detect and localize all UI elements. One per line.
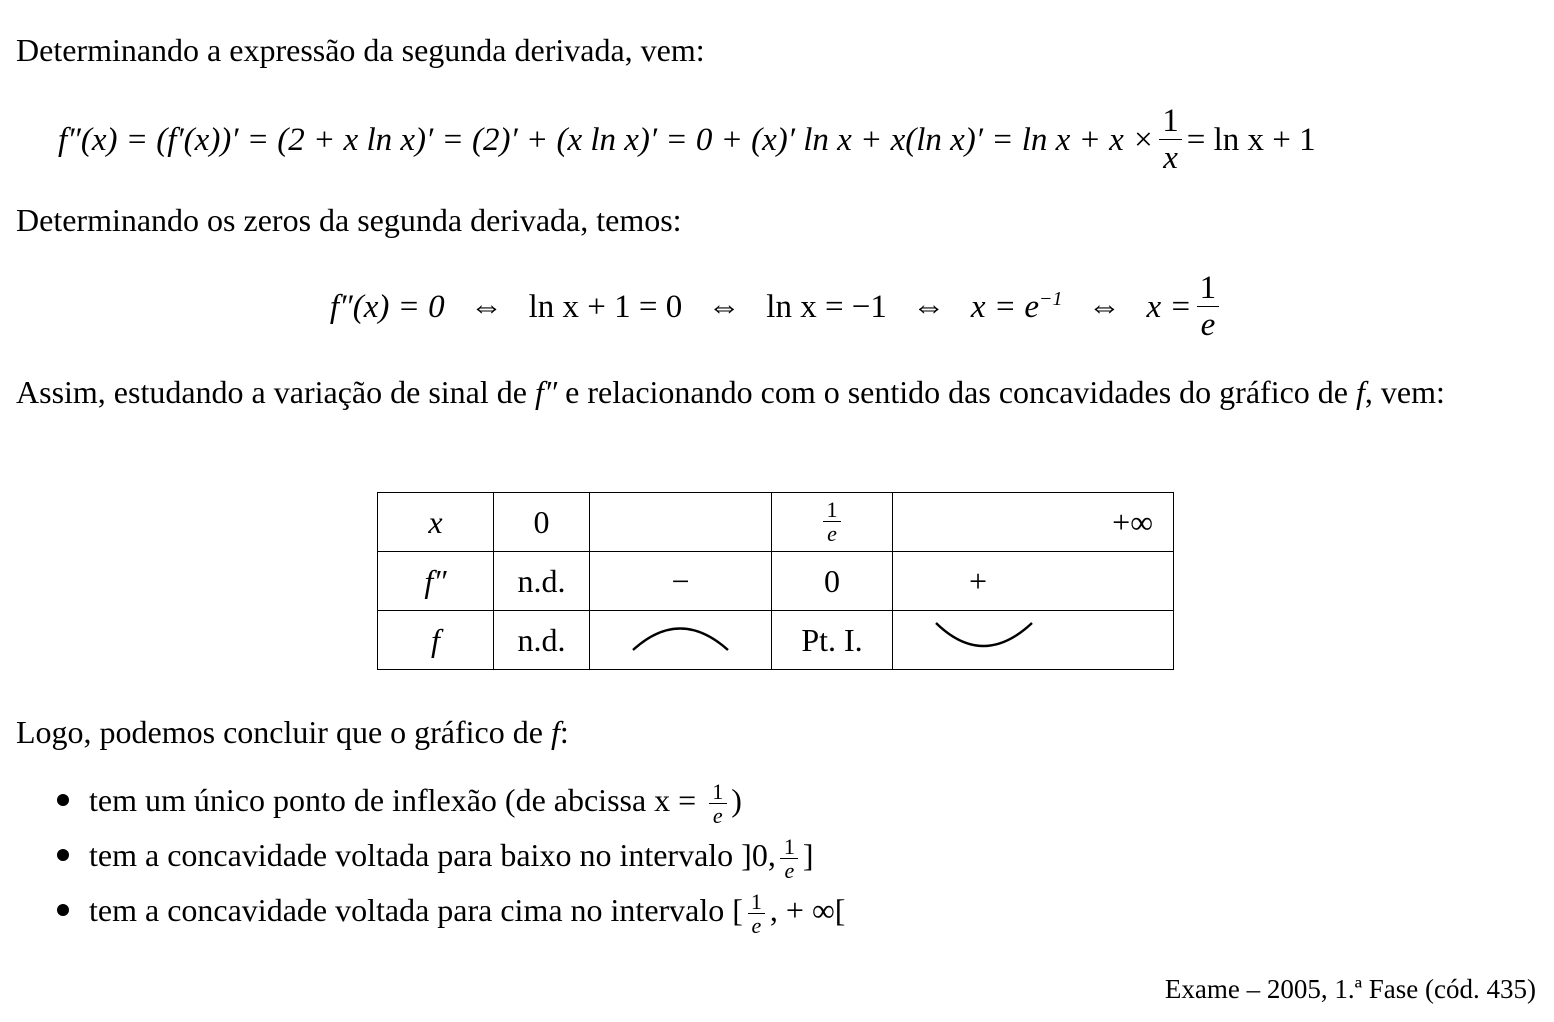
paragraph-zeros	[16, 200, 1538, 240]
iff-symbol: ⇔	[470, 288, 504, 325]
paragraph-text: Determinando os zeros da segunda derivada, temos:	[16, 202, 682, 238]
list-item-text: tem um único ponto de inflexão (de abcissa x =	[89, 782, 697, 818]
table-row-f	[378, 611, 1174, 670]
equation-lhs: f″(x) = (f′(x))′ = (2 + x ln x)′ = (2)′ + (x ln x)′ = 0 + (x)′ ln x + x(ln x)′ = ln x + x ×	[58, 121, 1155, 158]
list-item-text: tem a concavidade voltada para cima no intervalo	[89, 892, 725, 928]
table-cell: n.d.	[494, 611, 590, 670]
fraction-numerator: 1	[1199, 270, 1217, 307]
fraction-numerator: 1	[783, 833, 795, 859]
fraction-denominator: e	[748, 913, 766, 938]
concave-up-arc-icon	[893, 611, 1173, 661]
fraction-one-over-e	[780, 835, 799, 883]
paragraph-text-b: e relacionando com o sentido das concavidades do gráfico de	[565, 374, 1348, 410]
fraction-one-over-e	[747, 890, 766, 938]
table-header-x: x	[378, 493, 494, 552]
equation-step-5: x =	[1146, 288, 1192, 325]
fraction-numerator: 1	[1162, 103, 1179, 140]
table-cell-infinity: +∞	[893, 493, 1174, 552]
table-cell-sign-negative: −	[590, 552, 772, 611]
fraction-one-over-e	[708, 780, 727, 828]
fraction-denominator: e	[780, 858, 798, 883]
paragraph-text: Logo, podemos concluir que o gráfico de	[16, 714, 543, 750]
equation-step-1: f″(x) = 0	[329, 288, 445, 325]
iff-symbol: ⇔	[912, 288, 946, 325]
paragraph-text-a: Assim, estudando a variação de sinal de	[16, 374, 527, 410]
list-item	[55, 831, 845, 886]
fraction-denominator: x	[1159, 139, 1182, 176]
symbol-f-second: f″	[534, 374, 558, 410]
table-cell-concave-down	[590, 611, 772, 670]
table-row-x	[378, 493, 1174, 552]
list-item-text: tem a concavidade voltada para baixo no intervalo	[89, 837, 734, 873]
fraction-denominator: e	[823, 521, 841, 546]
iff-symbol: ⇔	[1087, 288, 1121, 325]
equation-zeros	[0, 262, 1554, 352]
fraction-numerator: 1	[750, 888, 762, 914]
iff-symbol: ⇔	[707, 288, 741, 325]
bullet-icon	[57, 904, 69, 916]
table-row-f-second	[378, 552, 1174, 611]
symbol-f: f	[1355, 374, 1365, 410]
fraction-numerator: 1	[712, 778, 724, 804]
fraction-one-over-e	[1196, 271, 1221, 343]
equation-second-derivative	[0, 95, 1554, 185]
equation-step-2: ln x + 1 = 0	[528, 288, 683, 325]
equation-rhs: = ln x + 1	[1186, 121, 1316, 158]
fraction-numerator: 1	[826, 496, 838, 522]
table-header-f: f	[378, 611, 494, 670]
sign-variation-table	[377, 492, 1174, 670]
bullet-icon	[57, 794, 69, 806]
equation-step-4-exponent: −1	[1038, 288, 1063, 310]
table-cell-inflection: Pt. I.	[772, 611, 893, 670]
table-cell: 0	[772, 552, 893, 611]
fraction-one-over-e	[823, 498, 842, 546]
fraction-one-over-x	[1158, 104, 1183, 176]
paragraph-text: Determinando a expressão da segunda derivada, vem:	[16, 32, 705, 68]
interval-open: ]0,	[741, 837, 776, 873]
paragraph-sign-study	[16, 372, 1538, 412]
equation-step-3: ln x = −1	[766, 288, 887, 325]
interval-open: [	[732, 892, 743, 928]
paragraph-text-c: , vem:	[1364, 374, 1445, 410]
table-cell: 0	[494, 493, 590, 552]
bullet-icon	[57, 849, 69, 861]
fraction-denominator: e	[1197, 306, 1220, 343]
paragraph-conclusion-intro	[16, 712, 1538, 752]
table-cell-concave-up	[893, 611, 1174, 670]
exam-source-reference: Exame – 2005, 1.ª Fase (cód. 435)	[1164, 974, 1536, 1004]
symbol-f: f	[550, 714, 560, 750]
table-header-f-second: f″	[378, 552, 494, 611]
table-cell: n.d.	[494, 552, 590, 611]
list-item-tail: )	[731, 782, 742, 818]
conclusion-list	[55, 776, 845, 941]
fraction-denominator: e	[709, 803, 727, 828]
interval-close: , + ∞[	[769, 892, 846, 928]
list-item	[55, 886, 845, 941]
list-item	[55, 776, 845, 831]
table-cell-one-over-e	[772, 493, 893, 552]
paragraph-intro-second-derivative	[16, 30, 1538, 70]
table-cell-sign-positive: +	[893, 552, 1174, 611]
concave-down-arc-icon	[590, 611, 771, 661]
paragraph-text-end: :	[559, 714, 569, 750]
table-cell	[590, 493, 772, 552]
equation-step-4	[971, 288, 1063, 326]
interval-close: ]	[802, 837, 814, 873]
equation-step-4-base: x = e	[970, 289, 1039, 325]
